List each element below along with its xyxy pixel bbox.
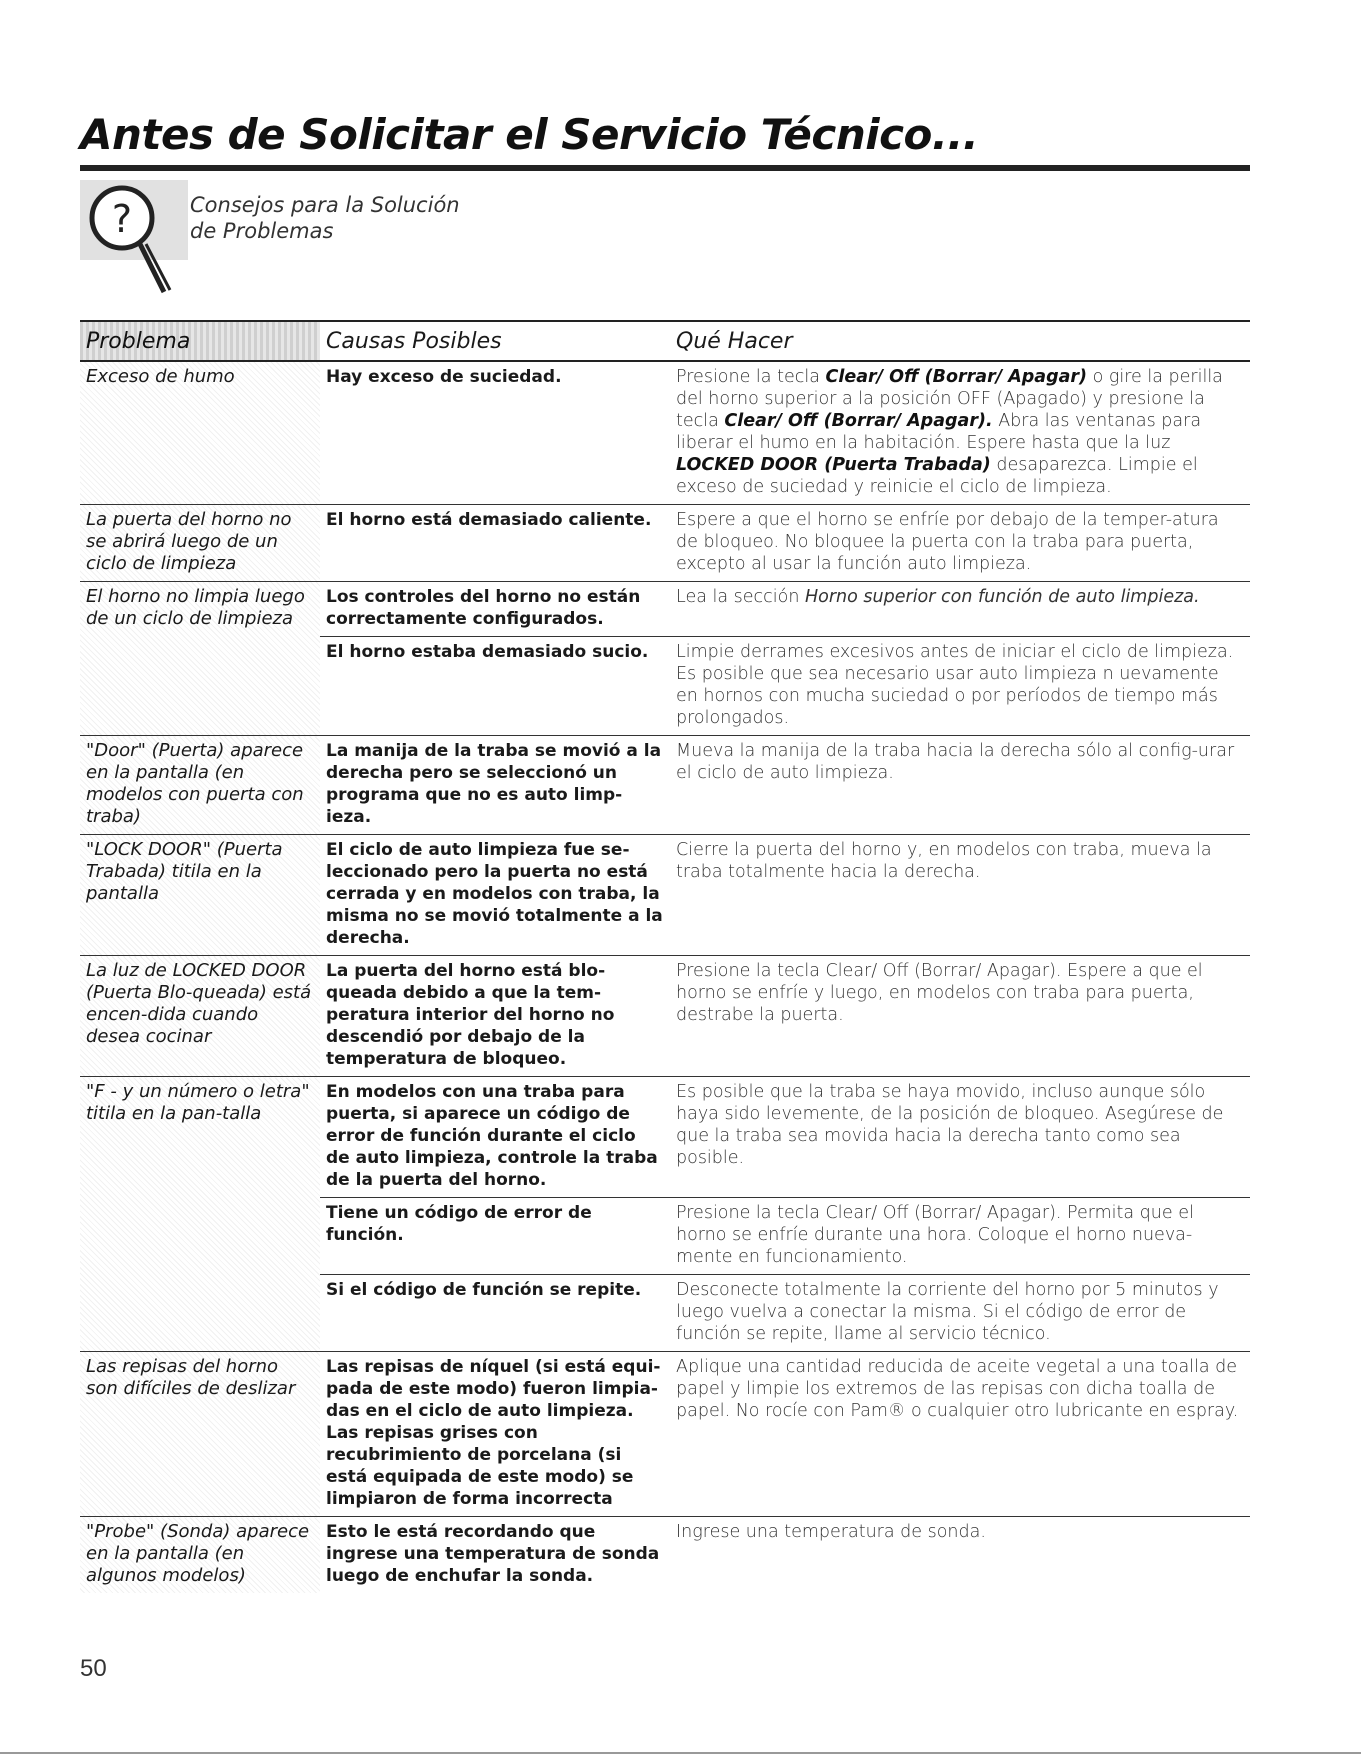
fix-cell	[670, 582, 1250, 637]
problem-cell: Exceso de humo	[80, 361, 320, 505]
cause-cell: La manija de la traba se movió a la derecha pero se seleccionó un programa que no es auto limp-ieza.	[320, 736, 670, 835]
problem-cell: Las repisas del horno son difíciles de deslizar	[80, 1352, 320, 1517]
fix-keyword: Clear/ Off (Borrar/ Apagar).	[724, 411, 993, 431]
cause-cell: Tiene un código de error de función.	[320, 1198, 670, 1275]
problem-cell: La puerta del horno no se abrirá luego de un ciclo de limpieza	[80, 505, 320, 582]
cause-cell: Esto le está recordando que ingrese una temperatura de sonda luego de enchufar la sonda.	[326, 1522, 660, 1586]
fix-cell: Aplique una cantidad reducida de aceite vegetal a una toalla de papel y limpie los extremos de las repisas con dicha toalla de papel. No rocíe con Pam® o cualquier otro lubricante en espray.	[670, 1352, 1250, 1517]
table-row	[80, 1077, 1250, 1198]
fix-text: desaparezca. Limpie el exceso de suciedad y reinicie el ciclo de limpieza.	[676, 455, 1198, 497]
table-row	[80, 1352, 1250, 1517]
fix-cell: Mueva la manija de la traba hacia la derecha sólo al config-urar el ciclo de auto limpieza.	[670, 736, 1250, 835]
fix-reference: Horno superior con función de auto limpieza.	[805, 587, 1200, 607]
table-row	[80, 505, 1250, 582]
section-subtitle	[190, 192, 460, 244]
question-magnifier-icon	[80, 180, 188, 310]
problem-cell: "F - y un número o letra" titila en la pan-talla	[80, 1077, 320, 1352]
fix-cell: Espere a que el horno se enfríe por debajo de la temper-atura de bloqueo. No bloquee la puerta con la traba para puerta, excepto al usar la función auto limpieza.	[670, 505, 1250, 582]
table-row	[80, 1517, 1250, 1594]
troubleshooting-table	[80, 320, 1250, 1593]
problem-cell: "Door" (Puerta) aparece en la pantalla (en modelos con puerta con traba)	[80, 736, 320, 835]
cause-cell: Hay exceso de suciedad.	[320, 361, 670, 505]
table-row	[80, 835, 1250, 956]
subtitle-line-2: de Problemas	[190, 219, 334, 243]
fix-text: Lea la sección	[676, 587, 805, 607]
fix-cell: Ingrese una temperatura de sonda.	[676, 1522, 986, 1542]
problem-cell: "LOCK DOOR" (Puerta Trabada) titila en la pantalla	[80, 835, 320, 956]
fix-text: Abra las ventanas para liberar el humo en la habitación. Espere hasta que la luz	[676, 411, 1202, 453]
problem-cell: "Probe" (Sonda) aparece en la pantalla (en algunos modelos)	[80, 1517, 320, 1594]
fix-cell: Presione la tecla Clear/ Off (Borrar/ Apagar). Espere a que el horno se enfríe y luego, en modelos con traba para puerta, destrabe la puerta.	[670, 956, 1250, 1077]
fix-keyword: LOCKED DOOR (Puerta Trabada)	[676, 455, 991, 475]
problem-cell: La luz de LOCKED DOOR (Puerta Blo-queada) está encen-dida cuando desea cocinar	[80, 956, 320, 1077]
cause-cell: El horno estaba demasiado sucio.	[320, 637, 670, 736]
page-title: Antes de Solicitar el Servicio Técnico...	[80, 110, 979, 159]
cause-cell: En modelos con una traba para puerta, si aparece un código de error de función durante el ciclo de auto limpieza, controle la traba de la puerta del horno.	[320, 1077, 670, 1198]
header-problem: Problema	[80, 321, 320, 361]
cause-cell: Si el código de función se repite.	[320, 1275, 670, 1352]
fix-cell: Limpie derrames excesivos antes de iniciar el ciclo de limpieza. Es posible que sea necesario usar auto limpieza n uevamente en hornos con mucha suciedad o por períodos de tiempo más prolongados.	[670, 637, 1250, 736]
cause-cell: El horno está demasiado caliente.	[320, 505, 670, 582]
fix-keyword: Clear/ Off (Borrar/ Apagar)	[825, 367, 1088, 387]
fix-cell: Es posible que la traba se haya movido, incluso aunque sólo haya sido levemente, de la posición de bloqueo. Asegúrese de que la traba sea movida hacia la derecha tanto como sea posible.	[670, 1077, 1250, 1198]
header-what-to-do: Qué Hacer	[670, 321, 1250, 361]
cause-cell: Las repisas de níquel (si está equi-pada de este modo) fueron limpia-das en el ciclo de auto limpieza. Las repisas grises con recubrimiento de porcelana (si está equipada de este modo) se limpiaron de forma incorrecta	[320, 1352, 670, 1517]
title-rule	[80, 165, 1250, 171]
table-row	[80, 361, 1250, 505]
fix-text: Presione la tecla	[676, 367, 826, 387]
cause-cell: El ciclo de auto limpieza fue se-leccionado pero la puerta no está cerrada y en modelos con traba, la misma no se movió totalmente a la derecha.	[320, 835, 670, 956]
table-row	[80, 582, 1250, 637]
fix-cell: Presione la tecla Clear/ Off (Borrar/ Apagar). Permita que el horno se enfríe durante una hora. Coloque el horno nueva-mente en funcionamiento.	[670, 1198, 1250, 1275]
cause-cell: Los controles del horno no están correctamente configurados.	[320, 582, 670, 637]
table-row	[80, 736, 1250, 835]
fix-cell: Desconecte totalmente la corriente del horno por 5 minutos y luego vuelva a conectar la misma. Si el código de error de función se repite, llame al servicio técnico.	[670, 1275, 1250, 1352]
subtitle-line-1: Consejos para la Solución	[190, 193, 460, 217]
table-row	[80, 956, 1250, 1077]
fix-cell	[670, 361, 1250, 505]
table-header-row	[80, 321, 1250, 361]
fix-text: o gire la perilla del horno superior a la posición OFF (Apagado) y presione la tecla	[676, 367, 1223, 431]
page-number: 50	[80, 1655, 107, 1682]
problem-cell: El horno no limpia luego de un ciclo de limpieza	[80, 582, 320, 736]
svg-text:?: ?	[111, 197, 133, 241]
header-causes: Causas Posibles	[320, 321, 670, 361]
fix-cell: Cierre la puerta del horno y, en modelos con traba, mueva la traba totalmente hacia la derecha.	[670, 835, 1250, 956]
bottom-rule	[0, 1752, 1361, 1754]
cause-cell: La puerta del horno está blo-queada debido a que la tem-peratura interior del horno no descendió por debajo de la temperatura de bloqueo.	[320, 956, 670, 1077]
